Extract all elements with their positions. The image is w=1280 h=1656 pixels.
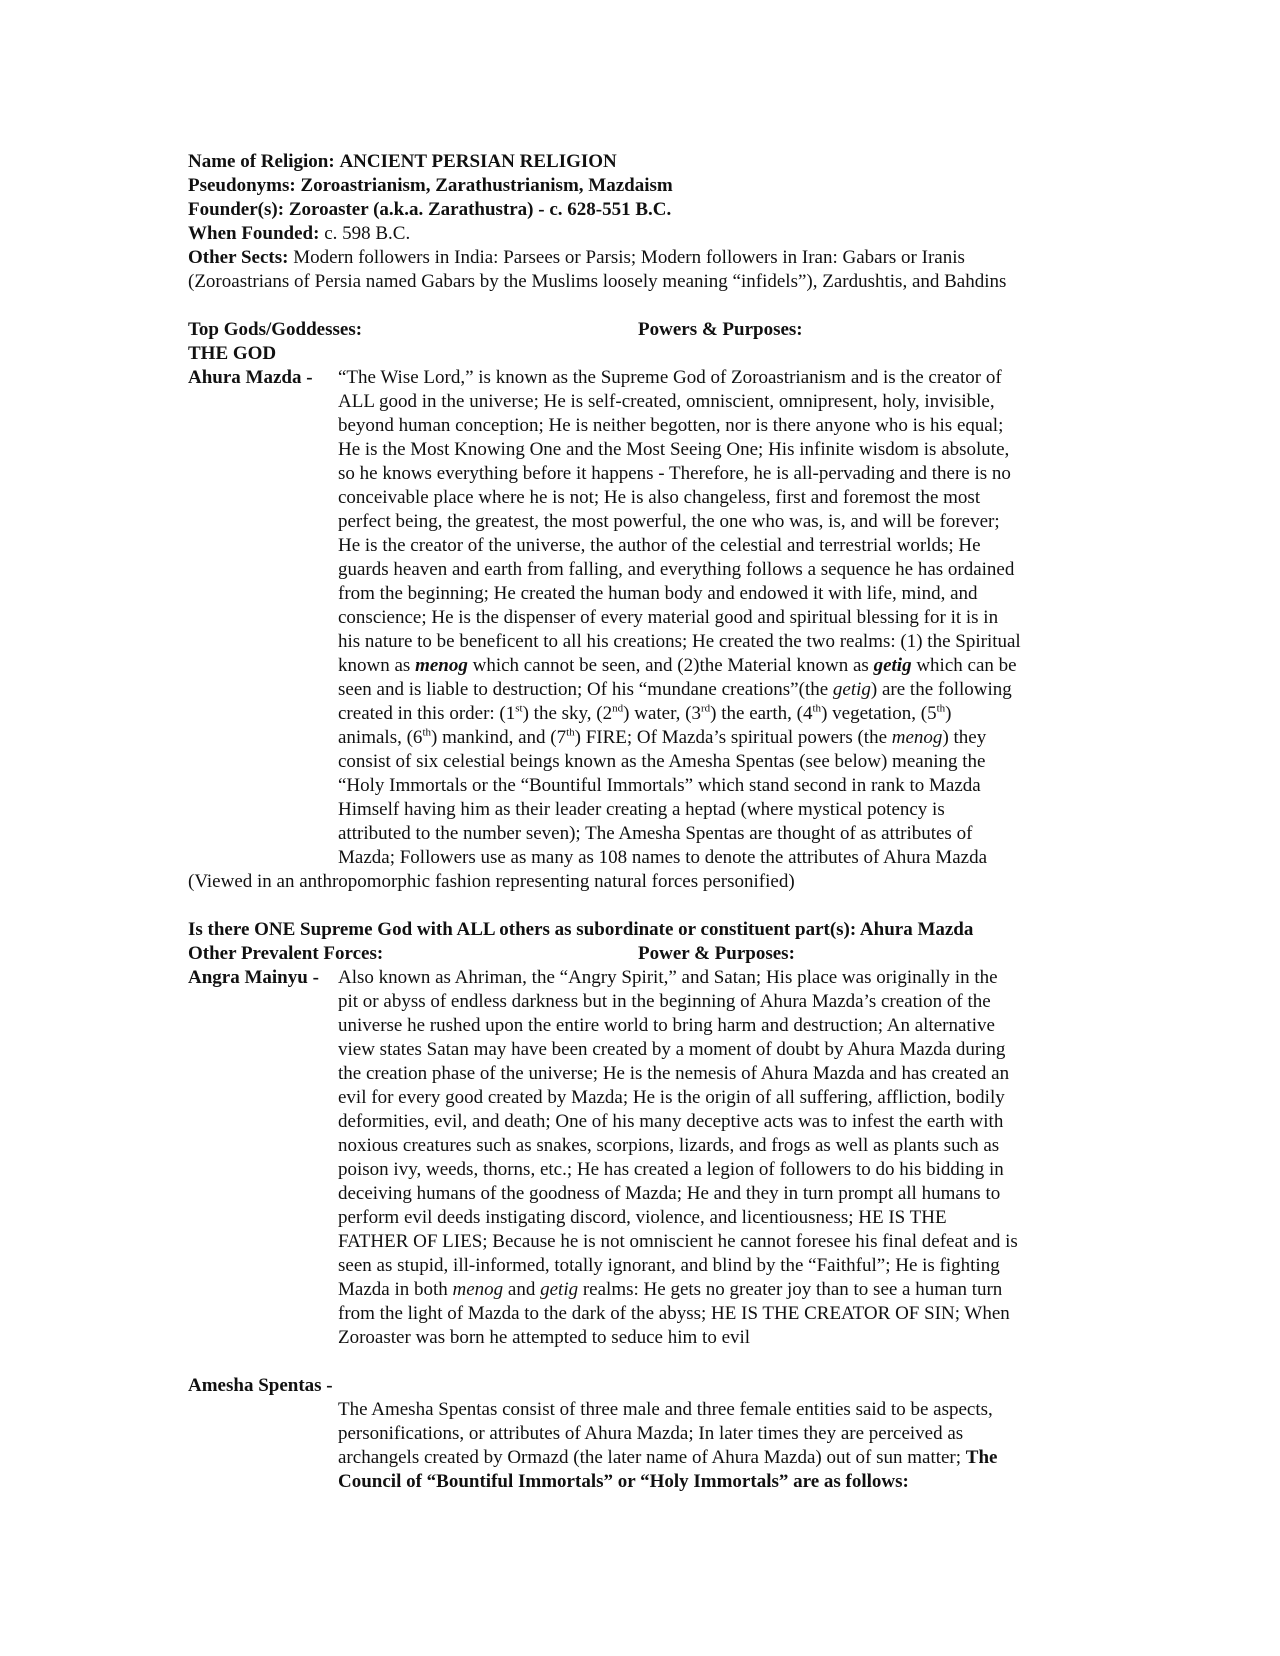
desc-line: perfect being, the greatest, the most powerful, the one who was, is, and will be forever;: [338, 511, 1000, 532]
founders-value: Zoroaster (a.k.a. Zarathustra) - c. 628-551 B.C.: [288, 199, 672, 220]
desc-line: beyond human conception; He is neither begotten, nor is there anyone who is his equal;: [338, 415, 1004, 436]
desc-line: conscience; He is the dispenser of every material good and spiritual blessing for it is in: [338, 607, 999, 628]
desc-line: “Holy Immortals or the “Bountiful Immortals” which stand second in rank to Mazda: [338, 775, 981, 796]
desc-line: perform evil deeds instigating discord, violence, and licentiousness; HE IS THE: [338, 1207, 947, 1228]
when-founded-line: [188, 222, 1098, 246]
ahura-mazda-entry: [188, 366, 1098, 870]
getig-term: getig: [873, 655, 912, 676]
angra-mainyu-term: Angra Mainyu -: [188, 967, 319, 988]
other-sects-label: Other Sects:: [188, 247, 289, 268]
desc-line: his nature to be beneficent to all his creations; He created the two realms: (1) the Spiritual: [338, 631, 1021, 652]
when-founded-label: When Founded:: [188, 223, 320, 244]
desc-line: noxious creatures such as snakes, scorpions, lizards, and frogs as well as plants such as: [338, 1135, 1000, 1156]
forces-heading-row: [188, 942, 1098, 966]
desc-line: view states Satan may have been created by a moment of doubt by Ahura Mazda during: [338, 1039, 1006, 1060]
religion-value: ANCIENT PERSIAN RELIGION: [339, 151, 617, 172]
desc-line: “The Wise Lord,” is known as the Supreme God of Zoroastrianism and is the creator of: [338, 367, 1002, 388]
power-purposes-heading: Power & Purposes:: [638, 943, 795, 964]
the-god-subheading: THE GOD: [188, 343, 277, 364]
desc-line: deformities, evil, and death; One of his many deceptive acts was to infest the earth with: [338, 1111, 1004, 1132]
desc-line: personifications, or attributes of Ahura Mazda; In later times they are perceived as: [338, 1423, 964, 1444]
religion-label: Name of Religion:: [188, 151, 335, 172]
desc-line: He is the creator of the universe, the author of the celestial and terrestrial worlds; He: [338, 535, 981, 556]
powers-purposes-heading: Powers & Purposes:: [638, 319, 803, 340]
amesha-spentas-term: Amesha Spentas -: [188, 1375, 333, 1396]
desc-line-mundane: seen and is liable to destruction; Of his “mundane creations”(the getig) are the following: [338, 679, 1012, 700]
pseudonyms-value: Zoroastrianism, Zarathustrianism, Mazdaism: [300, 175, 673, 196]
founders-label: Founder(s):: [188, 199, 285, 220]
desc-line: Zoroaster was born he attempted to seduce him to evil: [338, 1327, 751, 1348]
desc-line-archangels: archangels created by Ormazd (the later name of Ahura Mazda) out of sun matter; The: [338, 1447, 998, 1468]
amesha-spentas-description: [338, 1398, 1098, 1494]
pseudonyms-label: Pseudonyms:: [188, 175, 296, 196]
desc-line: universe he rushed upon the entire world to bring harm and destruction; An alternative: [338, 1015, 995, 1036]
other-sects-continuation: (Zoroastrians of Persia named Gabars by the Muslims loosely meaning “infidels”), Zardushtis, and Bahdins: [188, 271, 1007, 292]
desc-line: ALL good in the universe; He is self-created, omniscient, omnipresent, holy, invisible,: [338, 391, 995, 412]
desc-line-menog: known as menog which cannot be seen, and (2)the Material known as getig which can be: [338, 655, 1017, 676]
other-forces-heading: Other Prevalent Forces:: [188, 943, 384, 964]
founders-line: [188, 198, 1098, 222]
supreme-god-question: Is there ONE Supreme God with ALL others as subordinate or constituent part(s): Ahura Mazda: [188, 919, 974, 940]
desc-line: deceiving humans of the goodness of Mazda; He and they in turn prompt all humans to: [338, 1183, 1001, 1204]
desc-line: Mazda; Followers use as many as 108 names to denote the attributes of Ahura Mazda: [338, 847, 987, 868]
ahura-mazda-description: [338, 366, 1098, 870]
desc-line: FATHER OF LIES; Because he is not omniscient he cannot foresee his final defeat and is: [338, 1231, 1018, 1252]
desc-line: evil for every good created by Mazda; He is the origin of all suffering, affliction, bodily: [338, 1087, 1005, 1108]
other-sects-line: [188, 246, 1098, 270]
desc-line: Himself having him as their leader creating a heptad (where mystical potency is: [338, 799, 945, 820]
desc-line: pit or abyss of endless darkness but in the beginning of Ahura Mazda’s creation of the: [338, 991, 991, 1012]
viewed-note: (Viewed in an anthropomorphic fashion representing natural forces personified): [188, 871, 795, 892]
amesha-spentas-entry: [188, 1398, 1098, 1494]
desc-line: The Amesha Spentas consist of three male and three female entities said to be aspects,: [338, 1399, 993, 1420]
when-founded-value: c. 598 B.C.: [324, 223, 411, 244]
desc-line: He is the Most Knowing One and the Most Seeing One; His infinite wisdom is absolute,: [338, 439, 1010, 460]
pseudonyms-line: [188, 174, 1098, 198]
desc-line: consist of six celestial beings known as the Amesha Spentas (see below) meaning the: [338, 751, 986, 772]
desc-line-creation-order: created in this order: (1st) the sky, (2nd) water, (3rd) the earth, (4th) vegetation, (5th): [338, 702, 952, 724]
angra-mainyu-entry: [188, 966, 1098, 1350]
angra-mainyu-description: [338, 966, 1098, 1350]
desc-line: poison ivy, weeds, thorns, etc.; He has created a legion of followers to do his bidding in: [338, 1159, 1004, 1180]
desc-line: guards heaven and earth from falling, and everything follows a sequence he has ordained: [338, 559, 1015, 580]
desc-line: from the beginning; He created the human body and endowed it with life, mind, and: [338, 583, 978, 604]
council-heading: Council of “Bountiful Immortals” or “Holy Immortals” are as follows:: [338, 1471, 909, 1492]
other-sects-value: Modern followers in India: Parsees or Parsis; Modern followers in Iran: Gabars or Iranis: [293, 247, 965, 268]
document-page: [188, 150, 1098, 1494]
menog-term: menog: [415, 655, 468, 676]
religion-name-line: [188, 150, 1098, 174]
desc-line: so he knows everything before it happens - Therefore, he is all-pervading and there is no: [338, 463, 1011, 484]
top-gods-heading: Top Gods/Goddesses:: [188, 319, 363, 340]
desc-line-animals: animals, (6th) mankind, and (7th) FIRE; Of Mazda’s spiritual powers (the menog) they: [338, 726, 987, 748]
desc-line: Also known as Ahriman, the “Angry Spirit,” and Satan; His place was originally in the: [338, 967, 998, 988]
desc-line: from the light of Mazda to the dark of the abyss; HE IS THE CREATOR OF SIN; When: [338, 1303, 1010, 1324]
desc-line-realms: Mazda in both menog and getig realms: He gets no greater joy than to see a human turn: [338, 1279, 1003, 1300]
ahura-mazda-term: Ahura Mazda -: [188, 367, 313, 388]
desc-line: conceivable place where he is not; He is also changeless, first and foremost the most: [338, 487, 981, 508]
desc-line: the creation phase of the universe; He is the nemesis of Ahura Mazda and has created an: [338, 1063, 1010, 1084]
gods-heading-row: [188, 318, 1098, 342]
desc-line: seen as stupid, ill-informed, totally ignorant, and blind by the “Faithful”; He is fighting: [338, 1255, 1000, 1276]
desc-line: attributed to the number seven); The Amesha Spentas are thought of as attributes of: [338, 823, 973, 844]
